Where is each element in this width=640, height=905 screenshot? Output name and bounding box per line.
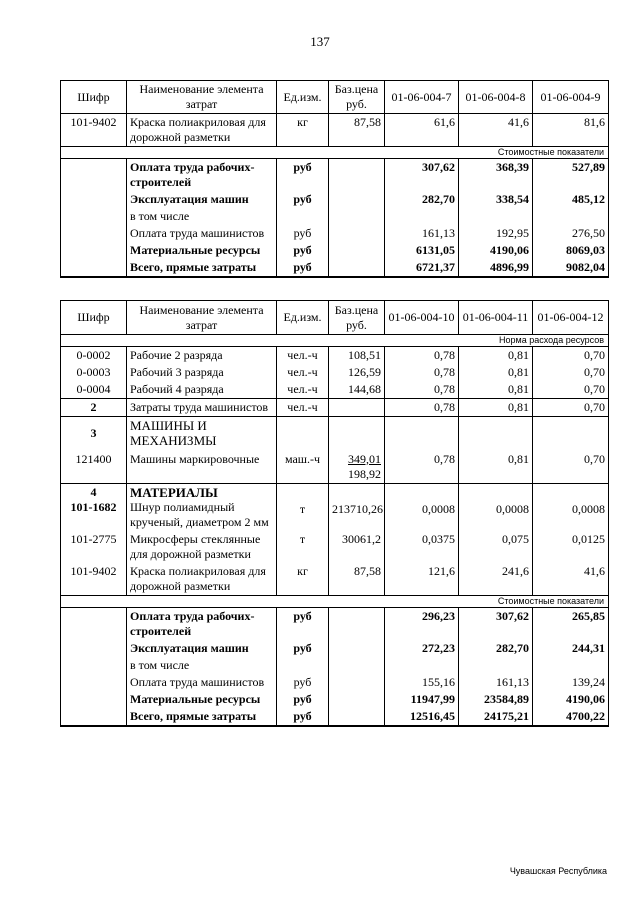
cost-value-1: 161,13	[385, 225, 459, 242]
cost-name: Оплата труда рабочих-строителей	[127, 159, 277, 192]
table-row	[61, 531, 609, 563]
row-price: 126,59	[329, 364, 385, 381]
row-price	[329, 399, 385, 417]
section-title: МАШИНЫ И МЕХАНИЗМЫ	[127, 417, 277, 451]
cost-name: Эксплуатация машин	[127, 191, 277, 208]
row-code: 0-0004	[61, 381, 127, 399]
cost-name: в том числе	[127, 657, 277, 674]
row-price-old: 349,01	[348, 451, 381, 466]
cost-value-1: 6131,05	[385, 242, 459, 259]
row-value-1: 0,78	[385, 451, 459, 484]
cost-unit: руб	[277, 225, 329, 242]
cost-value-3: 276,50	[533, 225, 609, 242]
row-price: 144,68	[329, 381, 385, 399]
row-unit: т	[277, 531, 329, 563]
cost-value-2: 368,39	[459, 159, 533, 192]
cost-unit: руб	[277, 708, 329, 726]
row-code: 121400	[61, 451, 127, 484]
cost-value-1: 155,16	[385, 674, 459, 691]
cost-value-2: 338,54	[459, 191, 533, 208]
row-value-2: 0,81	[459, 399, 533, 417]
row-value-2: 0,0008	[459, 483, 533, 531]
row-value-2: 0,075	[459, 531, 533, 563]
cost-name: Оплата труда машинистов	[127, 674, 277, 691]
row-value-3: 0,0125	[533, 531, 609, 563]
row-value-1: 0,78	[385, 399, 459, 417]
cost-unit: руб	[277, 640, 329, 657]
col-header-code-7: 01-06-004-7	[385, 81, 459, 114]
table-row	[61, 451, 609, 484]
table-row	[61, 563, 609, 596]
row-name: Шнур полиамидный крученый, диаметром 2 мм	[130, 499, 269, 529]
row-code: 101-9402	[61, 114, 127, 147]
col-header-code-8: 01-06-004-8	[459, 81, 533, 114]
cost-name: Материальные ресурсы	[127, 242, 277, 259]
cost-value-1: 272,23	[385, 640, 459, 657]
col-header-code-9: 01-06-004-9	[533, 81, 609, 114]
row-value-1: 0,0375	[385, 531, 459, 563]
row-price: 87,58	[329, 114, 385, 147]
cost-value-1: 296,23	[385, 607, 459, 640]
cost-value-2: 23584,89	[459, 691, 533, 708]
cost-row	[61, 640, 609, 657]
table-row	[61, 364, 609, 381]
cost-value-3: 527,89	[533, 159, 609, 192]
table-row	[61, 399, 609, 417]
subheader-row	[61, 335, 609, 347]
row-name: Рабочий 4 разряда	[127, 381, 277, 399]
cost-unit: руб	[277, 159, 329, 192]
row-value-1: 121,6	[385, 563, 459, 596]
row-code: 101-2775	[61, 531, 127, 563]
row-code: 2	[61, 399, 127, 417]
row-value-1: 0,78	[385, 364, 459, 381]
row-name: Машины маркировочные	[127, 451, 277, 484]
row-price: 213710,26	[329, 483, 385, 531]
cost-value-3: 139,24	[533, 674, 609, 691]
col-header-code-11: 01-06-004-11	[459, 301, 533, 335]
cost-value-2: 192,95	[459, 225, 533, 242]
row-value-1: 0,78	[385, 381, 459, 399]
row-value-2: 0,81	[459, 451, 533, 484]
col-header-price: Баз.цена руб.	[329, 301, 385, 335]
section-row	[61, 483, 609, 531]
row-value-3: 0,0008	[533, 483, 609, 531]
col-header-code: Шифр	[61, 81, 127, 114]
cost-value-3: 244,31	[533, 640, 609, 657]
cost-value-2: 282,70	[459, 640, 533, 657]
cost-value-3: 4190,06	[533, 691, 609, 708]
row-value-3: 0,70	[533, 347, 609, 365]
subheader-cost: Стоимостные показатели	[61, 595, 609, 607]
row-value-3: 0,70	[533, 381, 609, 399]
cost-value-3: 4700,22	[533, 708, 609, 726]
row-price	[329, 451, 385, 484]
row-code: 0-0003	[61, 364, 127, 381]
row-name: Микросферы стеклянные для дорожной разметки	[127, 531, 277, 563]
row-value-1: 61,6	[385, 114, 459, 147]
col-header-code-12: 01-06-004-12	[533, 301, 609, 335]
row-unit: чел.-ч	[277, 347, 329, 365]
cost-row	[61, 191, 609, 208]
col-header-unit: Ед.изм.	[277, 301, 329, 335]
cost-value-1: 6721,37	[385, 259, 459, 277]
table-row	[61, 381, 609, 399]
row-value-2: 0,81	[459, 364, 533, 381]
row-unit: чел.-ч	[277, 364, 329, 381]
row-unit: кг	[277, 114, 329, 147]
cost-name: Оплата труда машинистов	[127, 225, 277, 242]
cost-row	[61, 159, 609, 192]
cost-value-3: 485,12	[533, 191, 609, 208]
row-value-3: 0,70	[533, 399, 609, 417]
row-name: Краска полиакриловая для дорожной разметки	[127, 114, 277, 147]
cost-name: Эксплуатация машин	[127, 640, 277, 657]
footer-region-label: Чувашская Республика	[509, 866, 607, 876]
cost-name: в том числе	[127, 208, 277, 225]
col-header-name: Наименование элемента затрат	[127, 301, 277, 335]
cost-unit: руб	[277, 191, 329, 208]
cost-name: Всего, прямые затраты	[127, 708, 277, 726]
row-name: Рабочие 2 разряда	[127, 347, 277, 365]
resource-table-2	[60, 300, 609, 727]
table-header-row	[61, 301, 609, 335]
page-number: 137	[310, 34, 330, 49]
row-value-3: 41,6	[533, 563, 609, 596]
row-name: Рабочий 3 разряда	[127, 364, 277, 381]
cost-value-1: 11947,99	[385, 691, 459, 708]
cost-value-3: 265,85	[533, 607, 609, 640]
cost-value-2: 4896,99	[459, 259, 533, 277]
cost-row	[61, 208, 609, 225]
cost-unit: руб	[277, 259, 329, 277]
row-unit: т	[277, 483, 329, 531]
subheader-row	[61, 147, 609, 159]
col-header-price: Баз.цена руб.	[329, 81, 385, 114]
row-unit: чел.-ч	[277, 381, 329, 399]
cost-value-2: 307,62	[459, 607, 533, 640]
section-code: 3	[61, 417, 127, 451]
cost-unit: руб	[277, 607, 329, 640]
row-name-block	[127, 483, 277, 531]
cost-value-3: 8069,03	[533, 242, 609, 259]
table-row	[61, 347, 609, 365]
row-value-1: 0,78	[385, 347, 459, 365]
col-header-name: Наименование элемента затрат	[127, 81, 277, 114]
section-row	[61, 417, 609, 451]
row-value-3: 0,70	[533, 451, 609, 484]
row-code: 101-9402	[61, 563, 127, 596]
subheader-cost: Стоимостные показатели	[61, 147, 609, 159]
cost-value-2: 4190,06	[459, 242, 533, 259]
cost-value-1: 282,70	[385, 191, 459, 208]
cost-value-2: 24175,21	[459, 708, 533, 726]
row-unit: чел.-ч	[277, 399, 329, 417]
row-name: Затраты труда машинистов	[127, 399, 277, 417]
cost-row	[61, 259, 609, 277]
cost-row	[61, 674, 609, 691]
cost-name: Всего, прямые затраты	[127, 259, 277, 277]
cost-row	[61, 708, 609, 726]
subheader-row	[61, 595, 609, 607]
row-value-2: 241,6	[459, 563, 533, 596]
row-unit: кг	[277, 563, 329, 596]
section-code	[61, 483, 127, 531]
cost-name: Оплата труда рабочих-строителей	[127, 607, 277, 640]
cost-value-1: 307,62	[385, 159, 459, 192]
row-code: 0-0002	[61, 347, 127, 365]
table-header-row	[61, 81, 609, 114]
cost-row	[61, 691, 609, 708]
row-price: 108,51	[329, 347, 385, 365]
col-header-unit: Ед.изм.	[277, 81, 329, 114]
cost-value-3: 9082,04	[533, 259, 609, 277]
cost-unit: руб	[277, 691, 329, 708]
col-header-code: Шифр	[61, 301, 127, 335]
table-row	[61, 114, 609, 147]
row-name: Краска полиакриловая для дорожной разметки	[127, 563, 277, 596]
subheader-norm: Норма расхода ресурсов	[61, 335, 609, 347]
col-header-code-10: 01-06-004-10	[385, 301, 459, 335]
cost-row	[61, 242, 609, 259]
cost-unit: руб	[277, 674, 329, 691]
cost-value-1: 12516,45	[385, 708, 459, 726]
cost-unit: руб	[277, 242, 329, 259]
cost-row	[61, 225, 609, 242]
section-title: МАТЕРИАЛЫ	[130, 484, 218, 500]
row-value-3: 81,6	[533, 114, 609, 147]
section-number: 4	[90, 484, 97, 499]
row-value-2: 0,81	[459, 347, 533, 365]
cost-row	[61, 657, 609, 674]
row-code: 101-1682	[70, 499, 117, 514]
row-price: 87,58	[329, 563, 385, 596]
row-price: 30061,2	[329, 531, 385, 563]
cost-name: Материальные ресурсы	[127, 691, 277, 708]
row-value-2: 41,6	[459, 114, 533, 147]
cost-row	[61, 607, 609, 640]
cost-value-2: 161,13	[459, 674, 533, 691]
row-value-3: 0,70	[533, 364, 609, 381]
row-unit: маш.-ч	[277, 451, 329, 484]
row-value-1: 0,0008	[385, 483, 459, 531]
row-value-2: 0,81	[459, 381, 533, 399]
resource-table-1	[60, 80, 609, 278]
row-price-new: 198,92	[348, 466, 381, 481]
